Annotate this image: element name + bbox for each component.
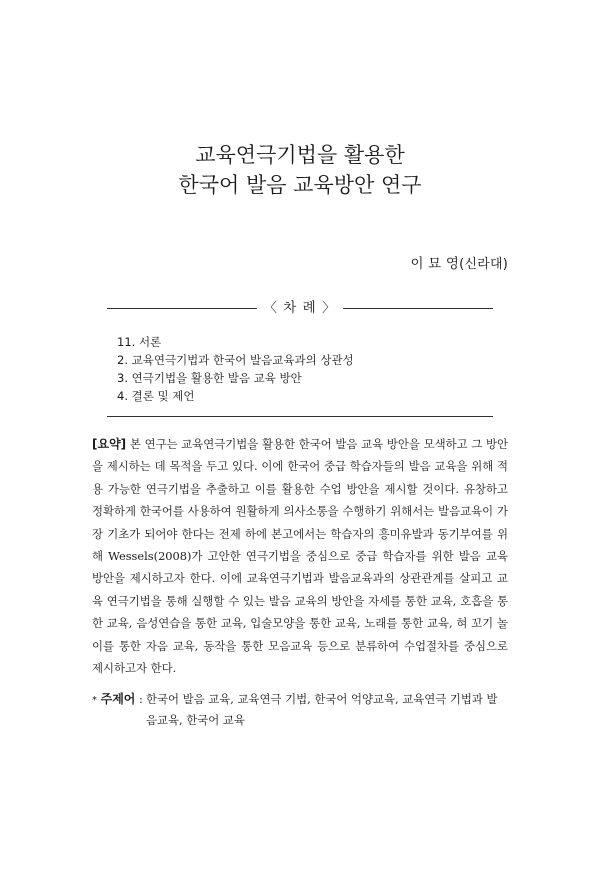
toc-item: 4. 결론 및 제언 <box>117 389 195 403</box>
keywords-text: 한국어 발음 교육, 교육연극 기법, 한국어 억양교육, 교육연극 기법과 발음교육, 한국어 교육 <box>146 692 498 727</box>
keywords-label-group <box>92 689 143 711</box>
title-line-2: 한국어 발음 교육방안 연구 <box>178 173 422 197</box>
author-line <box>410 252 508 272</box>
toc-rule-right <box>343 308 493 309</box>
abstract-text: 본 연구는 교육연극기법을 활용한 한국어 발음 교육 방안을 모색하고 그 방안을 제시하는 데 목적을 두고 있다. 이에 한국어 중급 학습자들의 발음 교육을 위해 적용 가능한 연극기법을 추출하고 이를 활용한 수업 방안을 제시할 것이다. 유창하고 정확하게 한국어를 사용하여 원활하게 의사소통을 수행하기 위해서는 발음교육이 가장 기초가 되어야 한다는 전제 하에 본고에서는 학습자의 흥미유발과 동기부여를 위해 Wessels(2008)가 고안한 연극기법을 중심으로 중급 학습자를 위한 발음 교육 방안을 제시하고자 한다. 이에 교육연극기법과 발음교육과의 상관관계를 살피고 교육 연극기법을 통해 실행할 수 있는 발음 교육의 방안을 자세를 통한 교육, 호흡을 통한 교육, 음성연습을 통한 교육, 입술모양을 통한 교육, 노래를 통한 교육, 혀 꼬기 놀이를 통한 자음 교육, 동작을 통한 모음교육 등으로 분류하여 수업절차를 중심으로 제시하고자 한다. <box>92 437 508 676</box>
paper-title <box>0 140 600 200</box>
toc-rule-left <box>107 308 257 309</box>
abstract-label: [요약] <box>92 437 127 451</box>
author-affiliation: (신라대) <box>459 257 508 272</box>
toc-bottom-rule <box>107 416 493 417</box>
toc-item: 3. 연극기법을 활용한 발음 교육 방안 <box>117 371 302 385</box>
toc-list <box>117 333 354 405</box>
keywords-star: * <box>92 695 97 706</box>
toc-heading-row <box>107 298 493 318</box>
keywords-colon: : <box>135 692 143 706</box>
abstract <box>92 433 508 679</box>
keywords-label: 주제어 <box>100 692 136 706</box>
title-line-1: 교육연극기법을 활용한 <box>195 143 405 167</box>
toc-item: 11. 서론 <box>117 335 162 349</box>
author-name: 이 묘 영 <box>410 256 460 272</box>
toc-item: 2. 교육연극기법과 한국어 발음교육과의 상관성 <box>117 353 354 367</box>
toc-heading: 〈 차 례 〉 <box>263 300 337 316</box>
